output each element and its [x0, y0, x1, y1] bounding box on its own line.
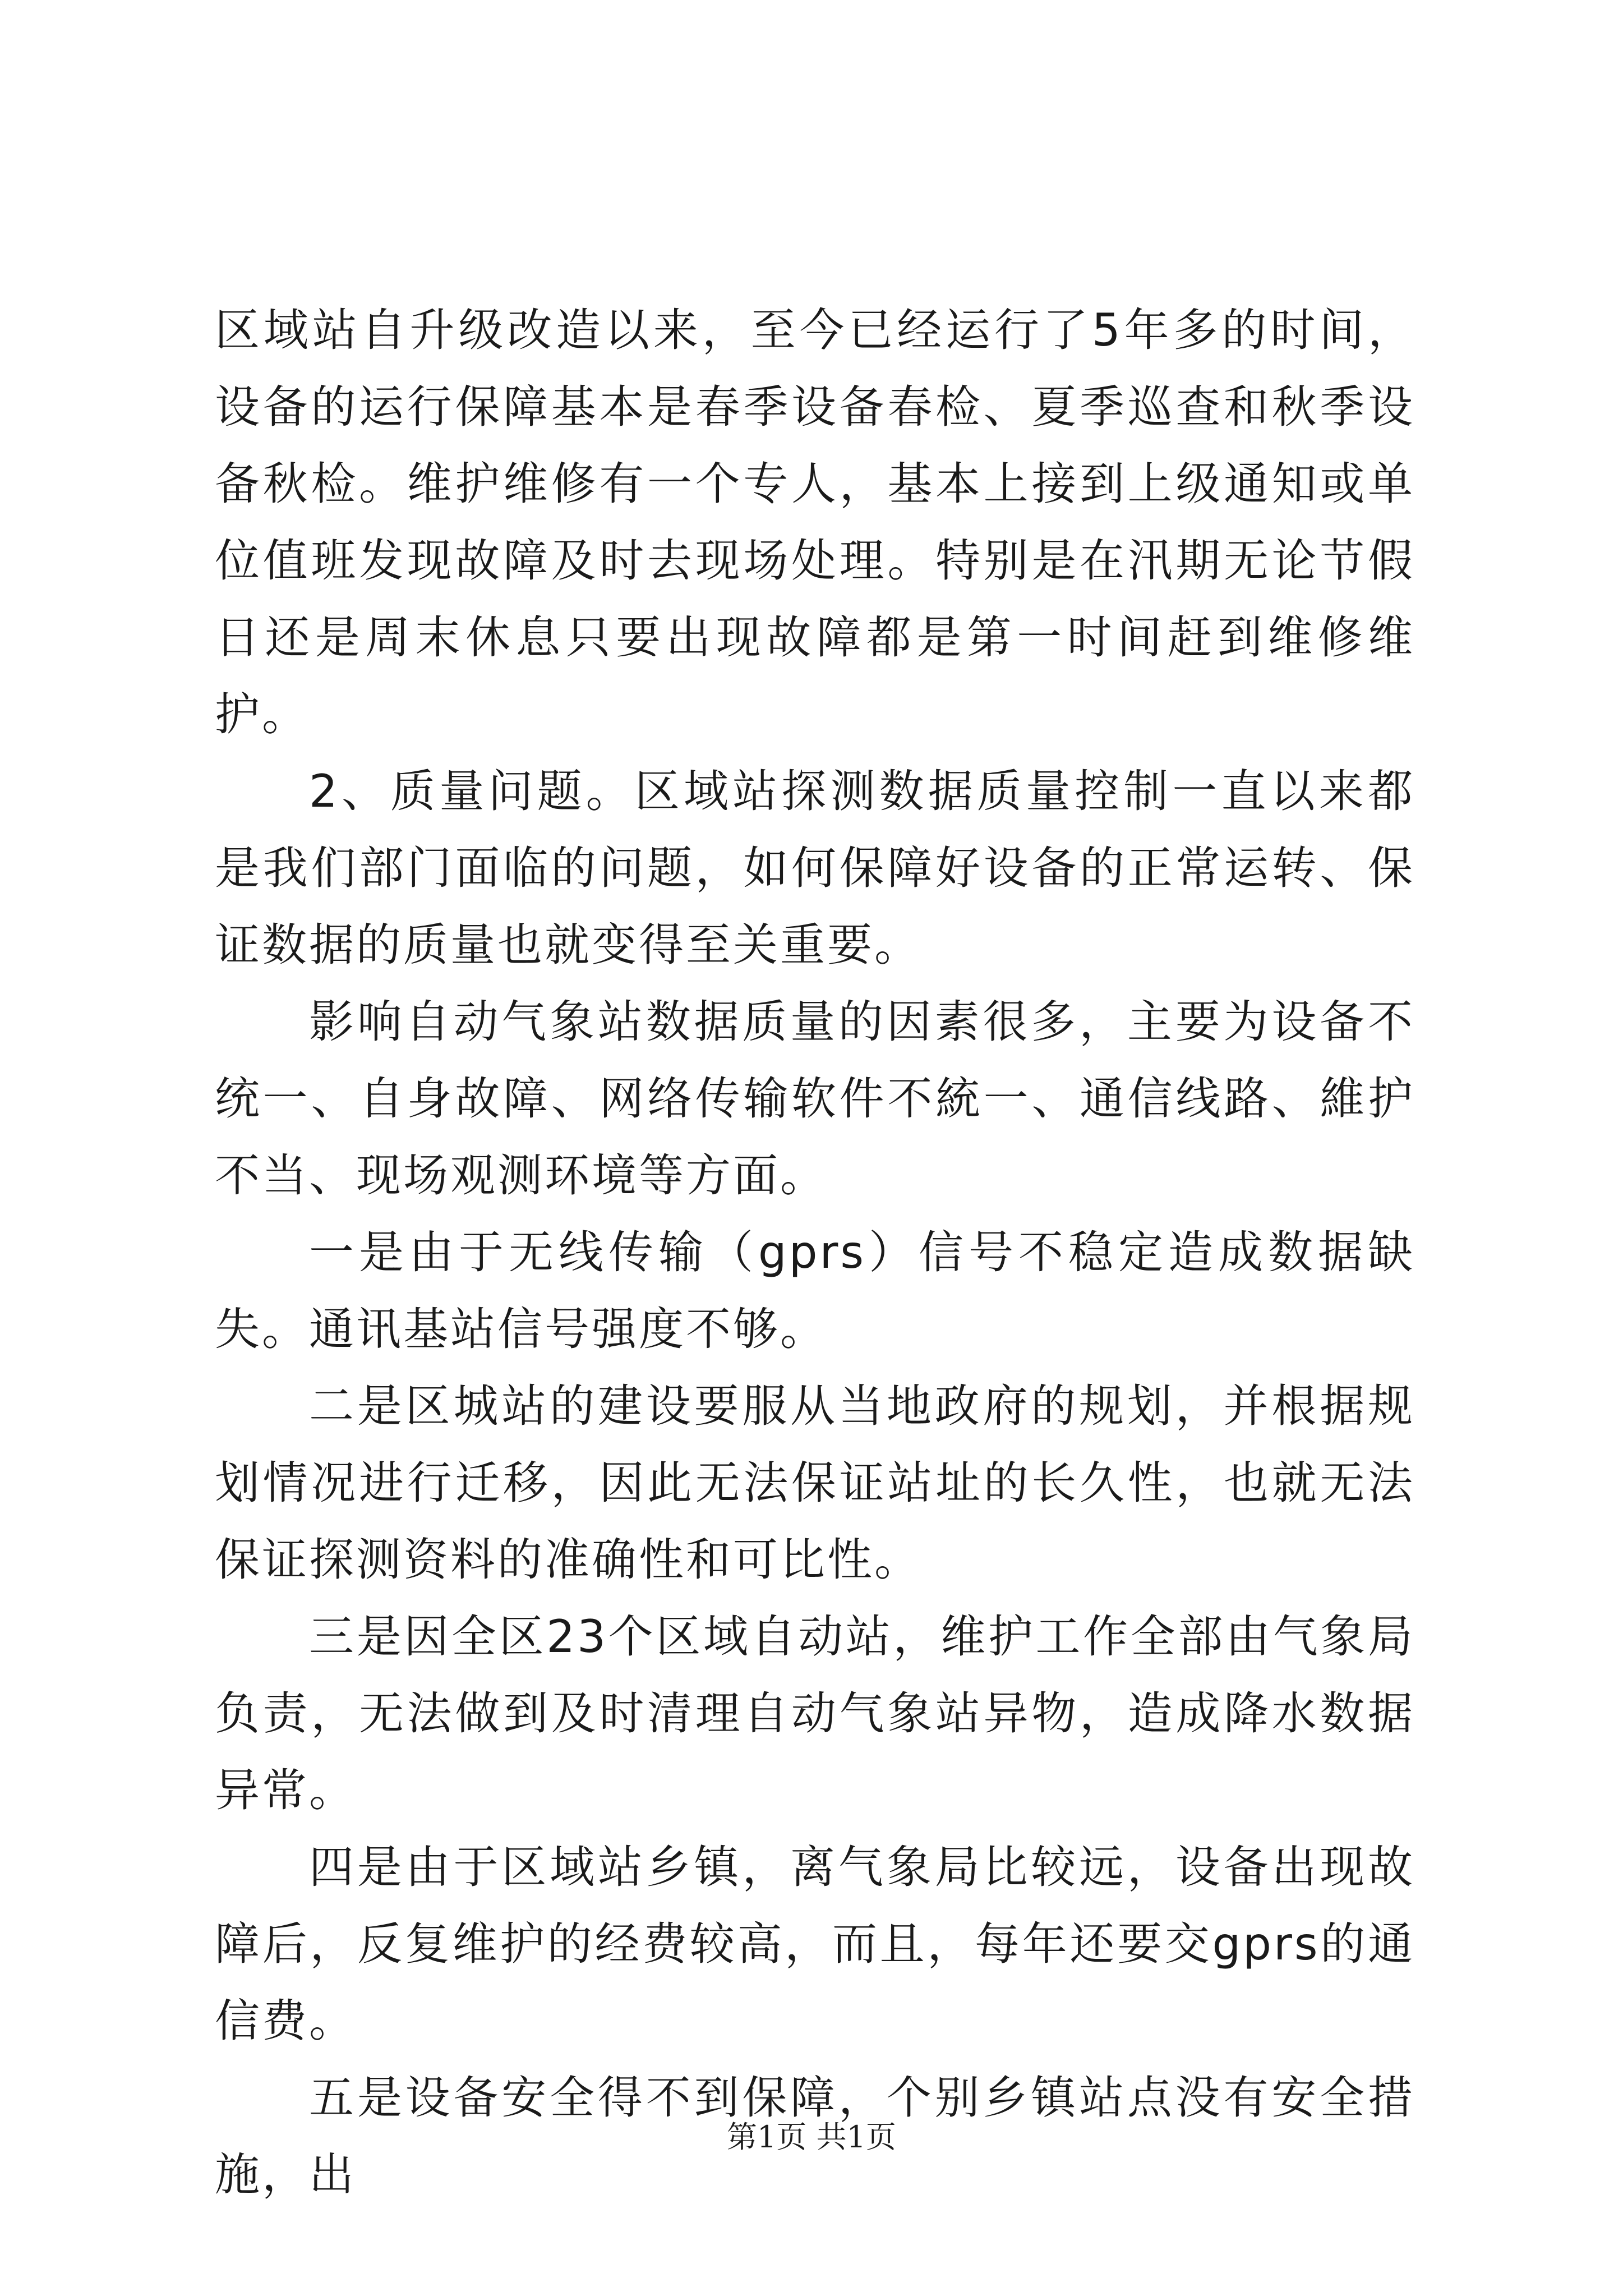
paragraph-7: 四是由于区域站乡镇，离气象局比较远，设备出现故障后，反复维护的经费较高，而且，每年还要交gprs的通信费。 — [215, 1841, 1415, 2047]
paragraph-4: 一是由于无线传输（gprs）信号不稳定造成数据缺失。通讯基站信号强度不够。 — [215, 1226, 1415, 1355]
paragraph-8: 五是设备安全得不到保障，个别乡镇站点没有安全措施，出 — [215, 2072, 1415, 2201]
paragraph-1: 区域站自升级改造以来，至今已经运行了5年多的时间，设备的运行保障基本是春季设备春检、夏季巡查和秋季设备秋检。维护维修有一个专人，基本上接到上级通知或单位值班发现故障及时去现场处理。特别是在汛期无论节假日还是周末休息只要出现故障都是第一时间赶到维修维护。 — [215, 304, 1415, 740]
paragraph-6: 三是因全区23个区域自动站，维护工作全部由气象局负责，无法做到及时清理自动气象站异物，造成降水数据异常。 — [215, 1611, 1415, 1816]
page-footer: 第1页 共1页 — [727, 2119, 896, 2155]
paragraph-3: 影响自动气象站数据质量的因素很多，主要为设备不统一、自身故障、网络传输软件不統一、通信线路、維护不当、现场观测环境等方面。 — [215, 996, 1415, 1202]
paragraph-2: 2、质量问题。区域站探测数据质量控制一直以来都是我们部门面临的问题，如何保障好设备的正常运转、保证数据的质量也就变得至关重要。 — [215, 765, 1415, 971]
paragraph-5: 二是区城站的建设要服从当地政府的规划，并根据规划情况进行迁移，因此无法保证站址的长久性，也就无法保证探测资料的准确性和可比性。 — [215, 1380, 1415, 1586]
document-body — [215, 292, 1415, 2213]
